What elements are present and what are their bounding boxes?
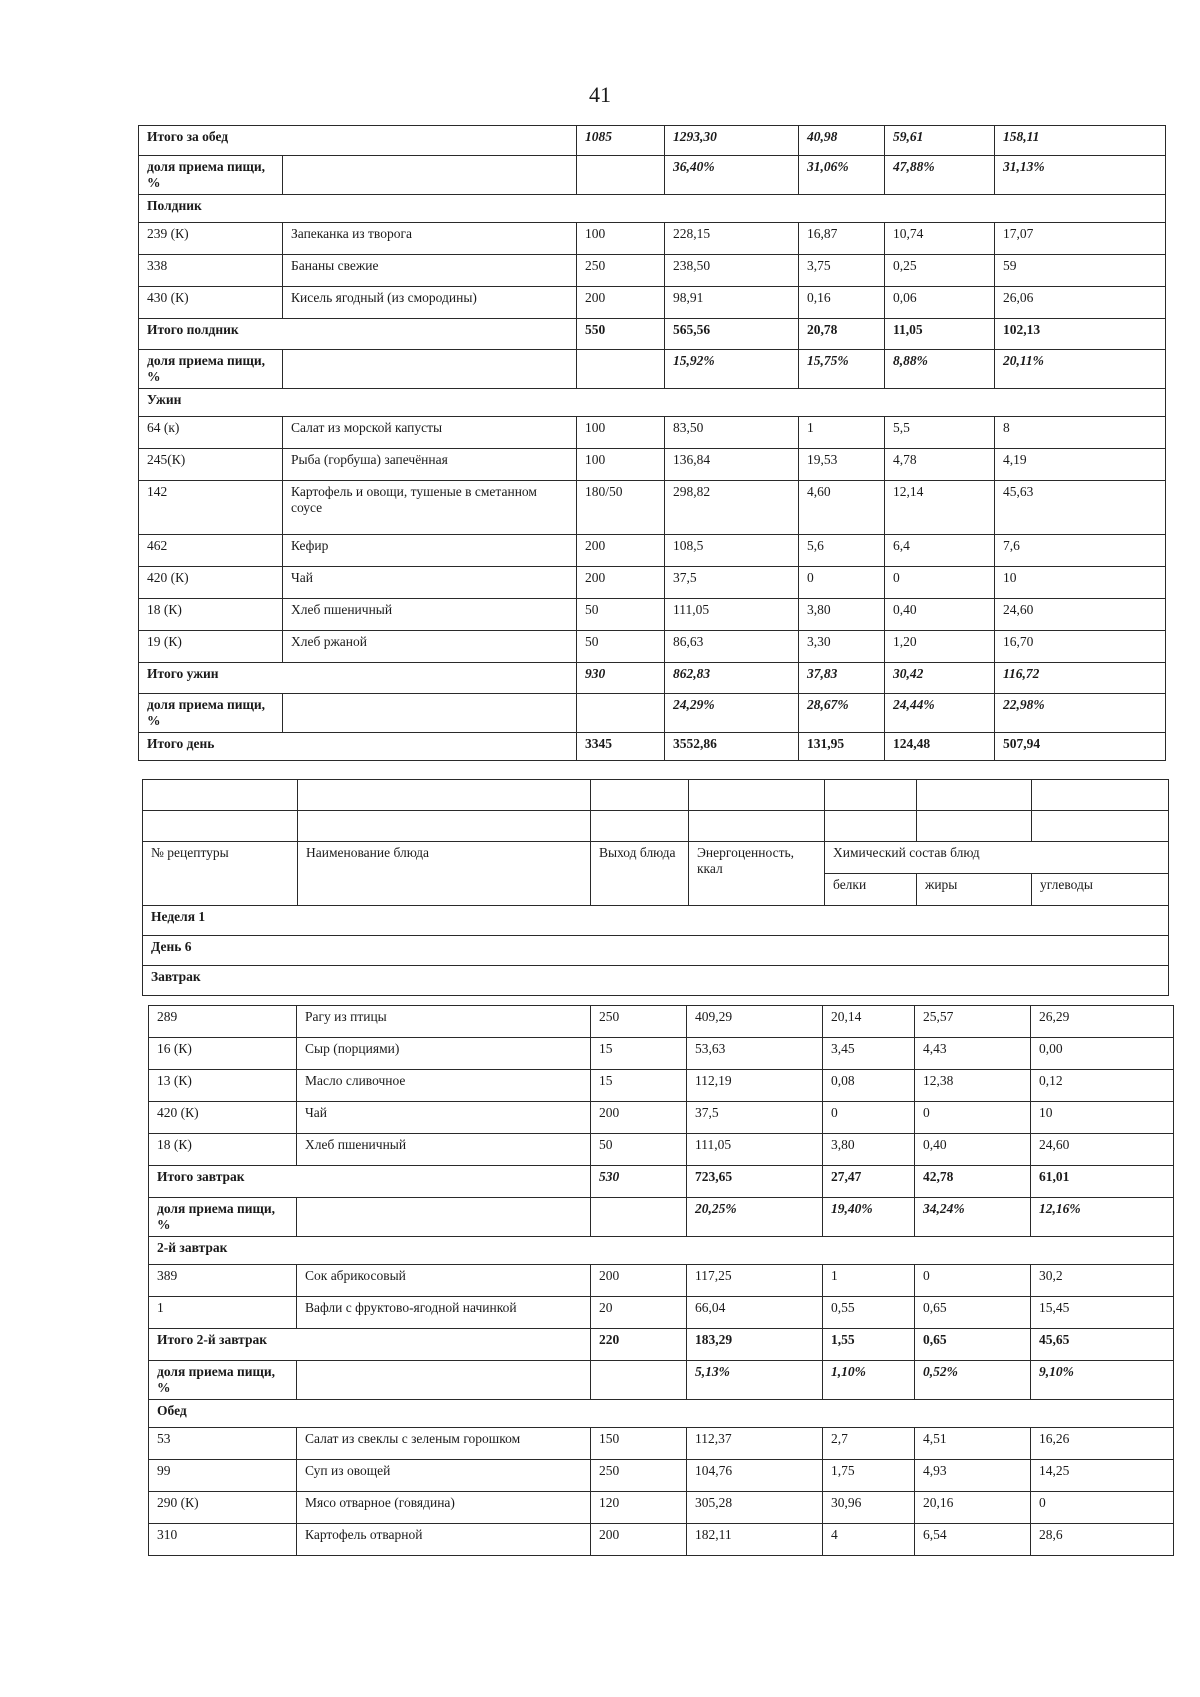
proteins-cell: 1,75 bbox=[823, 1460, 915, 1492]
fats-cell: 12,38 bbox=[915, 1070, 1031, 1102]
total-row bbox=[139, 319, 1166, 350]
fats-cell: 11,05 bbox=[885, 319, 995, 350]
fats-cell: 0,40 bbox=[885, 599, 995, 631]
fats-cell: 8,88% bbox=[885, 350, 995, 389]
share-label: доля приема пищи, % bbox=[139, 694, 283, 733]
table-row bbox=[149, 1102, 1174, 1134]
section-heading-row bbox=[149, 1400, 1174, 1428]
dish-name: Салат из свеклы с зеленым горошком bbox=[297, 1428, 591, 1460]
output-cell: 180/50 bbox=[577, 481, 665, 535]
output-cell: 50 bbox=[577, 631, 665, 663]
proteins-cell: 0,55 bbox=[823, 1297, 915, 1329]
fats-cell: 0,40 bbox=[915, 1134, 1031, 1166]
output-cell: 3345 bbox=[577, 733, 665, 761]
energy-cell: 15,92% bbox=[665, 350, 799, 389]
empty-cell bbox=[825, 780, 917, 811]
fats-cell: 4,43 bbox=[915, 1038, 1031, 1070]
section-heading: Завтрак bbox=[143, 966, 1169, 996]
carbs-cell: 61,01 bbox=[1031, 1166, 1174, 1198]
carbs-cell: 10 bbox=[995, 567, 1166, 599]
dish-name: Чай bbox=[283, 567, 577, 599]
table-row bbox=[139, 567, 1166, 599]
proteins-cell: 1,55 bbox=[823, 1329, 915, 1361]
recipe-code: 53 bbox=[149, 1428, 297, 1460]
fats-cell: 0,52% bbox=[915, 1361, 1031, 1400]
proteins-cell: 15,75% bbox=[799, 350, 885, 389]
carbs-cell: 26,06 bbox=[995, 287, 1166, 319]
empty-cell bbox=[917, 811, 1032, 842]
recipe-code: 338 bbox=[139, 255, 283, 287]
empty-cell bbox=[591, 811, 689, 842]
header-recipe-no: № рецептуры bbox=[143, 842, 298, 906]
proteins-cell: 31,06% bbox=[799, 156, 885, 195]
energy-cell: 5,13% bbox=[687, 1361, 823, 1400]
week-label: Неделя 1 bbox=[143, 906, 1169, 936]
recipe-code: 430 (К) bbox=[139, 287, 283, 319]
fats-cell: 6,4 bbox=[885, 535, 995, 567]
empty-cell bbox=[689, 780, 825, 811]
dish-name: Сок абрикосовый bbox=[297, 1265, 591, 1297]
total-label: Итого завтрак bbox=[149, 1166, 591, 1198]
dish-name: Картофель и овощи, тушеные в сметанном соусе bbox=[283, 481, 577, 535]
output-cell: 200 bbox=[591, 1265, 687, 1297]
dish-name: Кефир bbox=[283, 535, 577, 567]
header-chem: Химический состав блюд bbox=[825, 842, 1169, 874]
empty-cell bbox=[577, 694, 665, 733]
table-row bbox=[149, 1038, 1174, 1070]
energy-cell: 111,05 bbox=[665, 599, 799, 631]
proteins-cell: 37,83 bbox=[799, 663, 885, 694]
output-cell: 220 bbox=[591, 1329, 687, 1361]
carbs-cell: 26,29 bbox=[1031, 1006, 1174, 1038]
share-row bbox=[149, 1198, 1174, 1237]
share-label: доля приема пищи, % bbox=[139, 156, 283, 195]
section-heading: Обед bbox=[149, 1400, 1174, 1428]
proteins-cell: 0,08 bbox=[823, 1070, 915, 1102]
recipe-code: 420 (К) bbox=[139, 567, 283, 599]
dish-name: Салат из морской капусты bbox=[283, 417, 577, 449]
dish-name: Рагу из птицы bbox=[297, 1006, 591, 1038]
proteins-cell: 131,95 bbox=[799, 733, 885, 761]
proteins-cell: 30,96 bbox=[823, 1492, 915, 1524]
recipe-code: 99 bbox=[149, 1460, 297, 1492]
output-cell: 200 bbox=[577, 287, 665, 319]
table-row bbox=[149, 1265, 1174, 1297]
energy-cell: 112,19 bbox=[687, 1070, 823, 1102]
share-row bbox=[139, 156, 1166, 195]
output-cell: 250 bbox=[577, 255, 665, 287]
proteins-cell: 19,53 bbox=[799, 449, 885, 481]
share-label: доля приема пищи, % bbox=[149, 1361, 297, 1400]
fats-cell: 30,42 bbox=[885, 663, 995, 694]
table-row bbox=[139, 599, 1166, 631]
dish-name: Вафли с фруктово-ягодной начинкой bbox=[297, 1297, 591, 1329]
share-row bbox=[139, 350, 1166, 389]
fats-cell: 0,65 bbox=[915, 1329, 1031, 1361]
energy-cell: 565,56 bbox=[665, 319, 799, 350]
recipe-code: 19 (К) bbox=[139, 631, 283, 663]
recipe-code: 13 (К) bbox=[149, 1070, 297, 1102]
energy-cell: 117,25 bbox=[687, 1265, 823, 1297]
section-heading: 2-й завтрак bbox=[149, 1237, 1174, 1265]
carbs-cell: 0 bbox=[1031, 1492, 1174, 1524]
carbs-cell: 45,63 bbox=[995, 481, 1166, 535]
output-cell: 1085 bbox=[577, 126, 665, 156]
total-label: Итого 2-й завтрак bbox=[149, 1329, 591, 1361]
dish-name: Мясо отварное (говядина) bbox=[297, 1492, 591, 1524]
empty-cell bbox=[689, 811, 825, 842]
energy-cell: 53,63 bbox=[687, 1038, 823, 1070]
dish-name: Кисель ягодный (из смородины) bbox=[283, 287, 577, 319]
carbs-cell: 15,45 bbox=[1031, 1297, 1174, 1329]
proteins-cell: 20,14 bbox=[823, 1006, 915, 1038]
output-cell: 15 bbox=[591, 1038, 687, 1070]
empty-cell bbox=[825, 811, 917, 842]
table-row bbox=[149, 1134, 1174, 1166]
dish-name: Хлеб пшеничный bbox=[297, 1134, 591, 1166]
energy-cell: 108,5 bbox=[665, 535, 799, 567]
proteins-cell: 0 bbox=[799, 567, 885, 599]
week-row bbox=[143, 906, 1169, 936]
recipe-code: 142 bbox=[139, 481, 283, 535]
energy-cell: 37,5 bbox=[665, 567, 799, 599]
carbs-cell: 24,60 bbox=[995, 599, 1166, 631]
energy-cell: 66,04 bbox=[687, 1297, 823, 1329]
fats-cell: 4,78 bbox=[885, 449, 995, 481]
energy-cell: 36,40% bbox=[665, 156, 799, 195]
output-cell: 20 bbox=[591, 1297, 687, 1329]
share-row bbox=[149, 1361, 1174, 1400]
empty-cell bbox=[298, 811, 591, 842]
output-cell: 100 bbox=[577, 417, 665, 449]
carbs-cell: 14,25 bbox=[1031, 1460, 1174, 1492]
table-row bbox=[149, 1524, 1174, 1556]
fats-cell: 12,14 bbox=[885, 481, 995, 535]
table-row bbox=[149, 1070, 1174, 1102]
output-cell: 250 bbox=[591, 1460, 687, 1492]
table-row bbox=[139, 417, 1166, 449]
proteins-cell: 16,87 bbox=[799, 223, 885, 255]
recipe-code: 462 bbox=[139, 535, 283, 567]
energy-cell: 182,11 bbox=[687, 1524, 823, 1556]
proteins-cell: 4,60 bbox=[799, 481, 885, 535]
carbs-cell: 45,65 bbox=[1031, 1329, 1174, 1361]
table-row bbox=[139, 631, 1166, 663]
header-energy: Энергоценность, ккал bbox=[689, 842, 825, 906]
empty-cell bbox=[591, 780, 689, 811]
energy-cell: 305,28 bbox=[687, 1492, 823, 1524]
recipe-code: 420 (К) bbox=[149, 1102, 297, 1134]
fats-cell: 0 bbox=[915, 1265, 1031, 1297]
empty-cell bbox=[283, 156, 577, 195]
empty-cell bbox=[591, 1361, 687, 1400]
carbs-cell: 116,72 bbox=[995, 663, 1166, 694]
recipe-code: 18 (К) bbox=[149, 1134, 297, 1166]
table-row bbox=[139, 449, 1166, 481]
total-day-row bbox=[139, 733, 1166, 761]
proteins-cell: 3,45 bbox=[823, 1038, 915, 1070]
proteins-cell: 0 bbox=[823, 1102, 915, 1134]
carbs-cell: 28,6 bbox=[1031, 1524, 1174, 1556]
empty-cell bbox=[591, 1198, 687, 1237]
proteins-cell: 1 bbox=[799, 417, 885, 449]
table-row bbox=[139, 223, 1166, 255]
output-cell: 200 bbox=[577, 567, 665, 599]
carbs-cell: 10 bbox=[1031, 1102, 1174, 1134]
fats-cell: 0,06 bbox=[885, 287, 995, 319]
proteins-cell: 3,80 bbox=[823, 1134, 915, 1166]
carbs-cell: 16,26 bbox=[1031, 1428, 1174, 1460]
carbs-cell: 9,10% bbox=[1031, 1361, 1174, 1400]
day-label: День 6 bbox=[143, 936, 1169, 966]
header-dish-name: Наименование блюда bbox=[298, 842, 591, 906]
dish-name: Бананы свежие bbox=[283, 255, 577, 287]
carbs-cell: 31,13% bbox=[995, 156, 1166, 195]
empty-cell bbox=[297, 1198, 591, 1237]
share-label: доля приема пищи, % bbox=[149, 1198, 297, 1237]
fats-cell: 4,93 bbox=[915, 1460, 1031, 1492]
carbs-cell: 59 bbox=[995, 255, 1166, 287]
carbs-cell: 12,16% bbox=[1031, 1198, 1174, 1237]
fats-cell: 0 bbox=[915, 1102, 1031, 1134]
dish-name: Картофель отварной bbox=[297, 1524, 591, 1556]
empty-cell bbox=[143, 780, 298, 811]
proteins-cell: 2,7 bbox=[823, 1428, 915, 1460]
fats-cell: 0 bbox=[885, 567, 995, 599]
empty-cell bbox=[283, 350, 577, 389]
dish-name: Хлеб ржаной bbox=[283, 631, 577, 663]
output-cell: 550 bbox=[577, 319, 665, 350]
share-label: доля приема пищи, % bbox=[139, 350, 283, 389]
section-heading-row bbox=[143, 966, 1169, 996]
proteins-cell: 3,30 bbox=[799, 631, 885, 663]
output-cell: 200 bbox=[591, 1524, 687, 1556]
proteins-cell: 3,75 bbox=[799, 255, 885, 287]
output-cell: 250 bbox=[591, 1006, 687, 1038]
dish-name: Суп из овощей bbox=[297, 1460, 591, 1492]
dish-name: Рыба (горбуша) запечённая bbox=[283, 449, 577, 481]
empty-cell bbox=[1032, 780, 1169, 811]
share-row bbox=[139, 694, 1166, 733]
section-heading: Полдник bbox=[139, 195, 1166, 223]
empty-cell bbox=[143, 811, 298, 842]
empty-cell bbox=[577, 350, 665, 389]
carbs-cell: 8 bbox=[995, 417, 1166, 449]
nutrition-table-top bbox=[138, 125, 1166, 761]
total-row bbox=[139, 663, 1166, 694]
proteins-cell: 20,78 bbox=[799, 319, 885, 350]
proteins-cell: 5,6 bbox=[799, 535, 885, 567]
energy-cell: 183,29 bbox=[687, 1329, 823, 1361]
fats-cell: 124,48 bbox=[885, 733, 995, 761]
table-row bbox=[149, 1492, 1174, 1524]
total-label: Итого за обед bbox=[139, 126, 577, 156]
recipe-code: 1 bbox=[149, 1297, 297, 1329]
table-row bbox=[149, 1460, 1174, 1492]
table-row bbox=[149, 1006, 1174, 1038]
total-row bbox=[149, 1329, 1174, 1361]
energy-cell: 136,84 bbox=[665, 449, 799, 481]
carbs-cell: 102,13 bbox=[995, 319, 1166, 350]
section-heading: Ужин bbox=[139, 389, 1166, 417]
proteins-cell: 27,47 bbox=[823, 1166, 915, 1198]
table-row bbox=[149, 1428, 1174, 1460]
carbs-cell: 4,19 bbox=[995, 449, 1166, 481]
proteins-cell: 40,98 bbox=[799, 126, 885, 156]
total-row bbox=[149, 1166, 1174, 1198]
output-cell: 50 bbox=[591, 1134, 687, 1166]
energy-cell: 83,50 bbox=[665, 417, 799, 449]
dish-name: Масло сливочное bbox=[297, 1070, 591, 1102]
table-row bbox=[139, 287, 1166, 319]
energy-cell: 723,65 bbox=[687, 1166, 823, 1198]
header-row bbox=[143, 842, 1169, 874]
empty-cell bbox=[917, 780, 1032, 811]
empty-cell bbox=[577, 156, 665, 195]
carbs-cell: 30,2 bbox=[1031, 1265, 1174, 1297]
fats-cell: 10,74 bbox=[885, 223, 995, 255]
carbs-cell: 17,07 bbox=[995, 223, 1166, 255]
energy-cell: 238,50 bbox=[665, 255, 799, 287]
page-number: 41 bbox=[589, 82, 611, 107]
section-heading-row bbox=[139, 195, 1166, 223]
recipe-code: 64 (к) bbox=[139, 417, 283, 449]
energy-cell: 298,82 bbox=[665, 481, 799, 535]
carbs-cell: 16,70 bbox=[995, 631, 1166, 663]
proteins-cell: 28,67% bbox=[799, 694, 885, 733]
carbs-cell: 24,60 bbox=[1031, 1134, 1174, 1166]
header-output: Выход блюда bbox=[591, 842, 689, 906]
header-proteins: белки bbox=[825, 874, 917, 906]
output-cell: 120 bbox=[591, 1492, 687, 1524]
table-row bbox=[139, 255, 1166, 287]
empty-row bbox=[143, 780, 1169, 811]
energy-cell: 98,91 bbox=[665, 287, 799, 319]
empty-cell bbox=[298, 780, 591, 811]
proteins-cell: 1,10% bbox=[823, 1361, 915, 1400]
carbs-cell: 0,12 bbox=[1031, 1070, 1174, 1102]
energy-cell: 86,63 bbox=[665, 631, 799, 663]
fats-cell: 20,16 bbox=[915, 1492, 1031, 1524]
fats-cell: 47,88% bbox=[885, 156, 995, 195]
empty-cell bbox=[283, 694, 577, 733]
proteins-cell: 19,40% bbox=[823, 1198, 915, 1237]
proteins-cell: 1 bbox=[823, 1265, 915, 1297]
output-cell: 150 bbox=[591, 1428, 687, 1460]
empty-row bbox=[143, 811, 1169, 842]
energy-cell: 3552,86 bbox=[665, 733, 799, 761]
output-cell: 530 bbox=[591, 1166, 687, 1198]
total-label: Итого день bbox=[139, 733, 577, 761]
recipe-code: 289 bbox=[149, 1006, 297, 1038]
carbs-cell: 158,11 bbox=[995, 126, 1166, 156]
empty-cell bbox=[297, 1361, 591, 1400]
fats-cell: 6,54 bbox=[915, 1524, 1031, 1556]
fats-cell: 24,44% bbox=[885, 694, 995, 733]
dish-name: Хлеб пшеничный bbox=[283, 599, 577, 631]
header-fats: жиры bbox=[917, 874, 1032, 906]
output-cell: 100 bbox=[577, 449, 665, 481]
section-heading-row bbox=[139, 389, 1166, 417]
dish-name: Запеканка из творога bbox=[283, 223, 577, 255]
output-cell: 200 bbox=[577, 535, 665, 567]
fats-cell: 42,78 bbox=[915, 1166, 1031, 1198]
section-heading-row bbox=[149, 1237, 1174, 1265]
energy-cell: 20,25% bbox=[687, 1198, 823, 1237]
recipe-code: 310 bbox=[149, 1524, 297, 1556]
dish-name: Сыр (порциями) bbox=[297, 1038, 591, 1070]
output-cell: 930 bbox=[577, 663, 665, 694]
energy-cell: 104,76 bbox=[687, 1460, 823, 1492]
fats-cell: 0,25 bbox=[885, 255, 995, 287]
total-row bbox=[139, 126, 1166, 156]
nutrition-table-header bbox=[142, 779, 1169, 996]
output-cell: 15 bbox=[591, 1070, 687, 1102]
nutrition-table-bottom bbox=[148, 1005, 1174, 1556]
fats-cell: 59,61 bbox=[885, 126, 995, 156]
table-row bbox=[139, 481, 1166, 535]
recipe-code: 245(К) bbox=[139, 449, 283, 481]
output-cell: 50 bbox=[577, 599, 665, 631]
energy-cell: 37,5 bbox=[687, 1102, 823, 1134]
total-label: Итого полдник bbox=[139, 319, 577, 350]
fats-cell: 34,24% bbox=[915, 1198, 1031, 1237]
carbs-cell: 7,6 bbox=[995, 535, 1166, 567]
energy-cell: 1293,30 bbox=[665, 126, 799, 156]
recipe-code: 389 bbox=[149, 1265, 297, 1297]
proteins-cell: 3,80 bbox=[799, 599, 885, 631]
output-cell: 200 bbox=[591, 1102, 687, 1134]
proteins-cell: 4 bbox=[823, 1524, 915, 1556]
dish-name: Чай bbox=[297, 1102, 591, 1134]
carbs-cell: 0,00 bbox=[1031, 1038, 1174, 1070]
carbs-cell: 20,11% bbox=[995, 350, 1166, 389]
energy-cell: 409,29 bbox=[687, 1006, 823, 1038]
energy-cell: 24,29% bbox=[665, 694, 799, 733]
energy-cell: 111,05 bbox=[687, 1134, 823, 1166]
fats-cell: 5,5 bbox=[885, 417, 995, 449]
table-row bbox=[139, 535, 1166, 567]
fats-cell: 4,51 bbox=[915, 1428, 1031, 1460]
energy-cell: 112,37 bbox=[687, 1428, 823, 1460]
proteins-cell: 0,16 bbox=[799, 287, 885, 319]
empty-cell bbox=[1032, 811, 1169, 842]
recipe-code: 290 (К) bbox=[149, 1492, 297, 1524]
energy-cell: 228,15 bbox=[665, 223, 799, 255]
recipe-code: 16 (К) bbox=[149, 1038, 297, 1070]
day-row bbox=[143, 936, 1169, 966]
carbs-cell: 22,98% bbox=[995, 694, 1166, 733]
table-row bbox=[149, 1297, 1174, 1329]
total-label: Итого ужин bbox=[139, 663, 577, 694]
carbs-cell: 507,94 bbox=[995, 733, 1166, 761]
fats-cell: 0,65 bbox=[915, 1297, 1031, 1329]
recipe-code: 239 (К) bbox=[139, 223, 283, 255]
recipe-code: 18 (К) bbox=[139, 599, 283, 631]
output-cell: 100 bbox=[577, 223, 665, 255]
header-carbs: углеводы bbox=[1032, 874, 1169, 906]
fats-cell: 25,57 bbox=[915, 1006, 1031, 1038]
fats-cell: 1,20 bbox=[885, 631, 995, 663]
energy-cell: 862,83 bbox=[665, 663, 799, 694]
